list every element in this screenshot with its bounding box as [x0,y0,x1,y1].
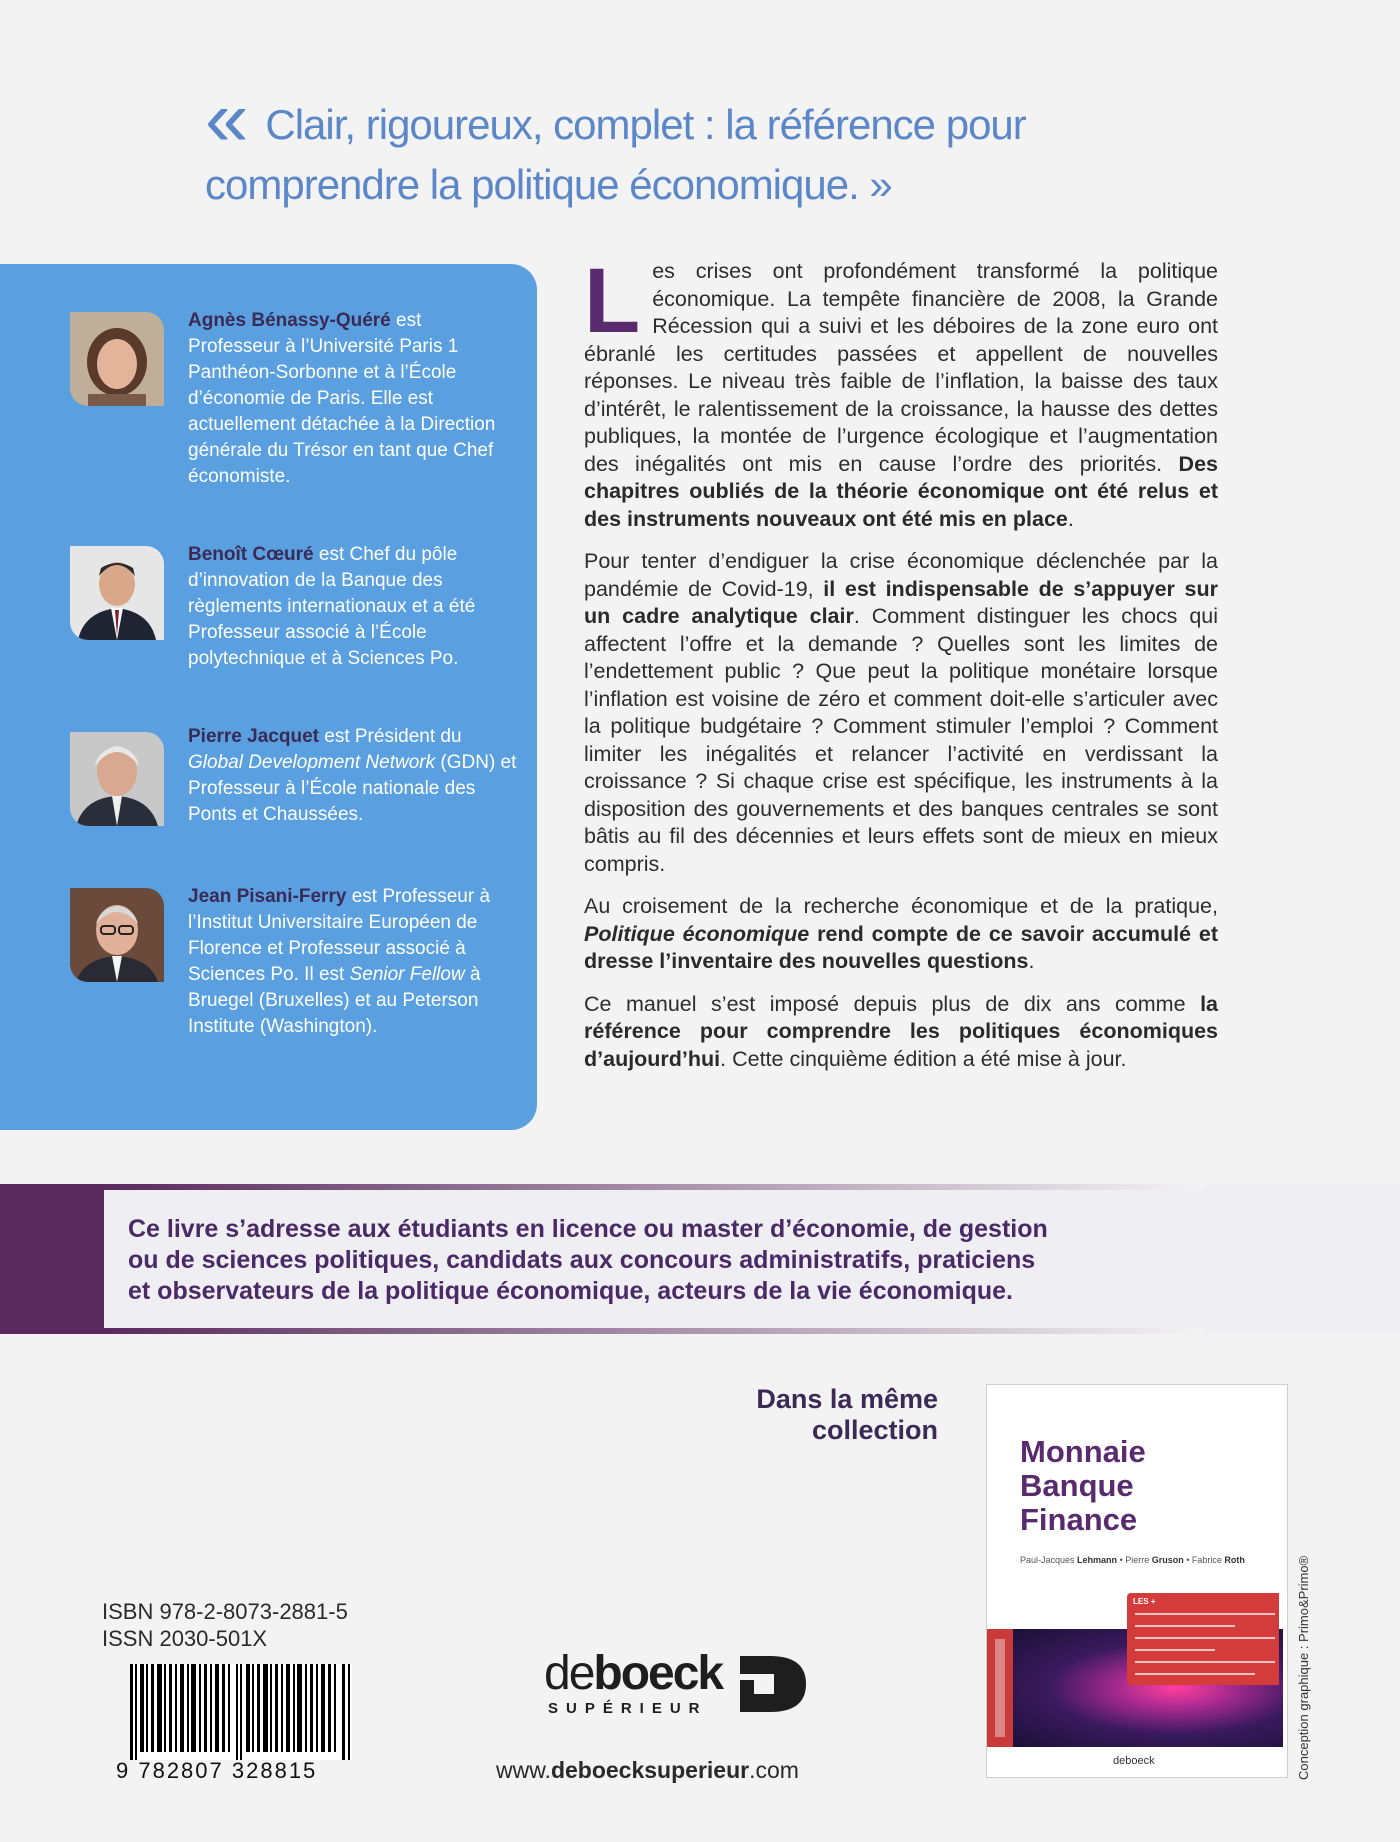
author-description: est Chef du pôle d’innovation de la Banque des règlements internationaux et a été Professeur associé à l’École polytechnique et à Sciences Po. [188,544,476,669]
paragraph-4 [584,991,1218,1074]
paragraph-2 [584,548,1218,878]
publisher-d-logo-icon [740,1656,806,1712]
text-emphasis: la référence pour comprendre les politiques économiques d’aujourd’hui [584,991,1218,1071]
cover-publisher-logo: deboeck [1113,1755,1155,1767]
portrait-icon [70,546,164,640]
author-surname: Lehmann [1077,1555,1118,1565]
highlights-tag: LES + [1133,1597,1156,1606]
author-surname: Gruson [1151,1555,1184,1565]
book-title-reference: Politique économique [584,921,810,946]
title-word: Monnaie [1020,1434,1146,1469]
author-name: Pierre Jacquet [188,726,319,747]
related-book-cover [986,1384,1288,1778]
portrait-icon [70,732,164,826]
url-suffix: .com [749,1757,799,1783]
text-span: es crises ont profondément transformé la politique économique. La tempête financière de 2008, la Grande Récession qui a suivi et les déboires de la zone euro ont ébranlé les certitudes passées et appellent de nouvelles réponses. Le niveau très faible de l’inflation, la baisse des taux d’intérêt, le ralentissement de la croissance, la hausse des dettes publiques, la montée de l’urgence écologique et l’augmentation des inégalités ont mis en cause l’ordre des priorités. [584,259,1218,476]
text-span: • Fabrice [1183,1555,1225,1565]
related-book-title [1020,1435,1146,1537]
author-description: est Professeur à l’Université Paris 1 Panthéon-Sorbonne et à l’École d’économie de Paris. Elle est actuellement détachée à la Direction générale du Trésor en tant que Chef économiste. [188,310,496,487]
design-credit: Conception graphique : Primo&Primo® [1296,1555,1311,1780]
text-span: Paul-Jacques [1020,1555,1078,1565]
author-title: Senior Fellow [349,964,465,985]
cover-spine-band [987,1629,1013,1747]
audience-line-1: Ce livre s’adresse aux étudiants en licence ou master d’économie, de gestion [128,1215,1048,1243]
url-prefix: www. [496,1757,551,1783]
author-photo-pisani-ferry [70,888,164,982]
text-span: . [1028,949,1035,973]
quote-line-1: Clair, rigoureux, complet : la référence pour [265,101,1026,148]
pull-quote [205,74,1105,215]
author-bio [188,542,518,672]
author-bio [188,308,518,490]
barcode-digits: 9 782807 328815 [116,1758,318,1783]
text-span: Ce manuel s’est imposé depuis plus de dix ans comme [584,991,1201,1016]
author-name: Agnès Bénassy-Quéré [188,310,391,331]
cover-highlights-box [1127,1593,1279,1685]
author-photo-coeure [70,546,164,640]
publisher-url[interactable] [496,1757,799,1784]
same-collection-label [700,1384,938,1446]
paragraph-1 [584,250,1218,533]
author-description-cont: (GDN) et Professeur à l’École nationale des Ponts et Chaussées. [188,752,517,825]
author-description-cont: à Bruegel (Bruxelles) et au Peterson Institute (Washington). [188,964,481,1037]
text-emphasis: il est indispensable de s’appuyer sur un cadre analytique clair [584,576,1218,628]
paragraph-3 [584,893,1218,976]
text-emphasis: Des chapitres oubliés de la théorie économique ont été relus et des instruments nouveaux ont été mis en place [584,451,1218,531]
isbn-number: ISBN 978-2-8073-2881-5 [102,1599,348,1624]
title-word: Banque [1020,1468,1134,1503]
author-name: Jean Pisani-Ferry [188,886,347,907]
collection-line-2: collection [811,1415,938,1445]
main-description [584,250,1219,1088]
related-book-authors [1020,1555,1245,1565]
text-span: Au croisement de la recherche économique et de la pratique, [584,894,1218,918]
logo-light: de [544,1647,594,1700]
logo-bold: boeck [593,1647,723,1700]
banner-rule-top [104,1184,1204,1190]
banner-accent-bar [0,1184,104,1334]
author-surname: Roth [1224,1555,1245,1565]
barcode-icon [130,1664,352,1760]
audience-line-2: ou de sciences politiques, candidats aux concours administratifs, praticiens [128,1246,1036,1274]
text-span: • Pierre [1117,1555,1152,1565]
drop-cap: L [584,250,641,352]
author-organization: Global Development Network [188,752,436,773]
audience-text [128,1214,1208,1307]
audience-line-3: et observateurs de la politique économique, acteurs de la vie économique. [128,1277,1013,1305]
text-span: . Cette cinquième édition a été mise à jour. [720,1046,1127,1071]
authors-panel [0,264,537,1130]
text-span: Pour tenter d’endiguer la crise économique déclenchée par la pandémie de Covid-19, [584,549,1218,601]
publisher-logo-wordmark [544,1646,722,1701]
open-quote-mark: « [205,74,248,162]
collection-line-1: Dans la même [756,1384,938,1414]
author-photo-jacquet [70,732,164,826]
publisher-logo-subtitle: SUPÉRIEUR [548,1700,708,1717]
text-span: . Comment distinguer les chocs qui affectent l’offre et la demande ? Quelles sont les limites de l’endettement public ? Que peut la politique monétaire lorsque l’inflation est voisine de zéro et comment doit-elle s’articuler avec la politique budgétaire ? Comment stimuler l’emploi ? Comment limiter les inégalités et relancer l’activité en verdissant la croissance ? Si chaque crise est spécifique, les instruments à la disposition des gouvernements et des banques centrales se sont bâtis au fil des décennies et leurs effets sont de mieux en mieux compris. [584,604,1219,876]
banner-rule-bottom [104,1328,1204,1334]
text-span: . [1067,506,1074,531]
author-bio [188,884,518,1040]
issn-number: ISSN 2030-501X [102,1626,268,1651]
author-description: est Président du [318,726,462,747]
author-name: Benoît Cœuré [188,544,314,565]
author-description: est Professeur à l’Institut Universitaire Européen de Florence et Professeur associé à Sciences Po. Il est [188,886,491,985]
portrait-icon [70,888,164,982]
text-emphasis: rend compte de ce savoir accumulé et dresse l’inventaire des nouvelles questions [584,921,1218,973]
title-word: Finance [1020,1502,1138,1537]
author-photo-benassy-quere [70,312,164,406]
isbn-block [102,1598,348,1652]
url-domain: deboecksuperieur [550,1757,750,1783]
author-bio [188,724,518,828]
portrait-icon [70,312,164,406]
quote-line-2: comprendre la politique économique. » [205,161,892,208]
